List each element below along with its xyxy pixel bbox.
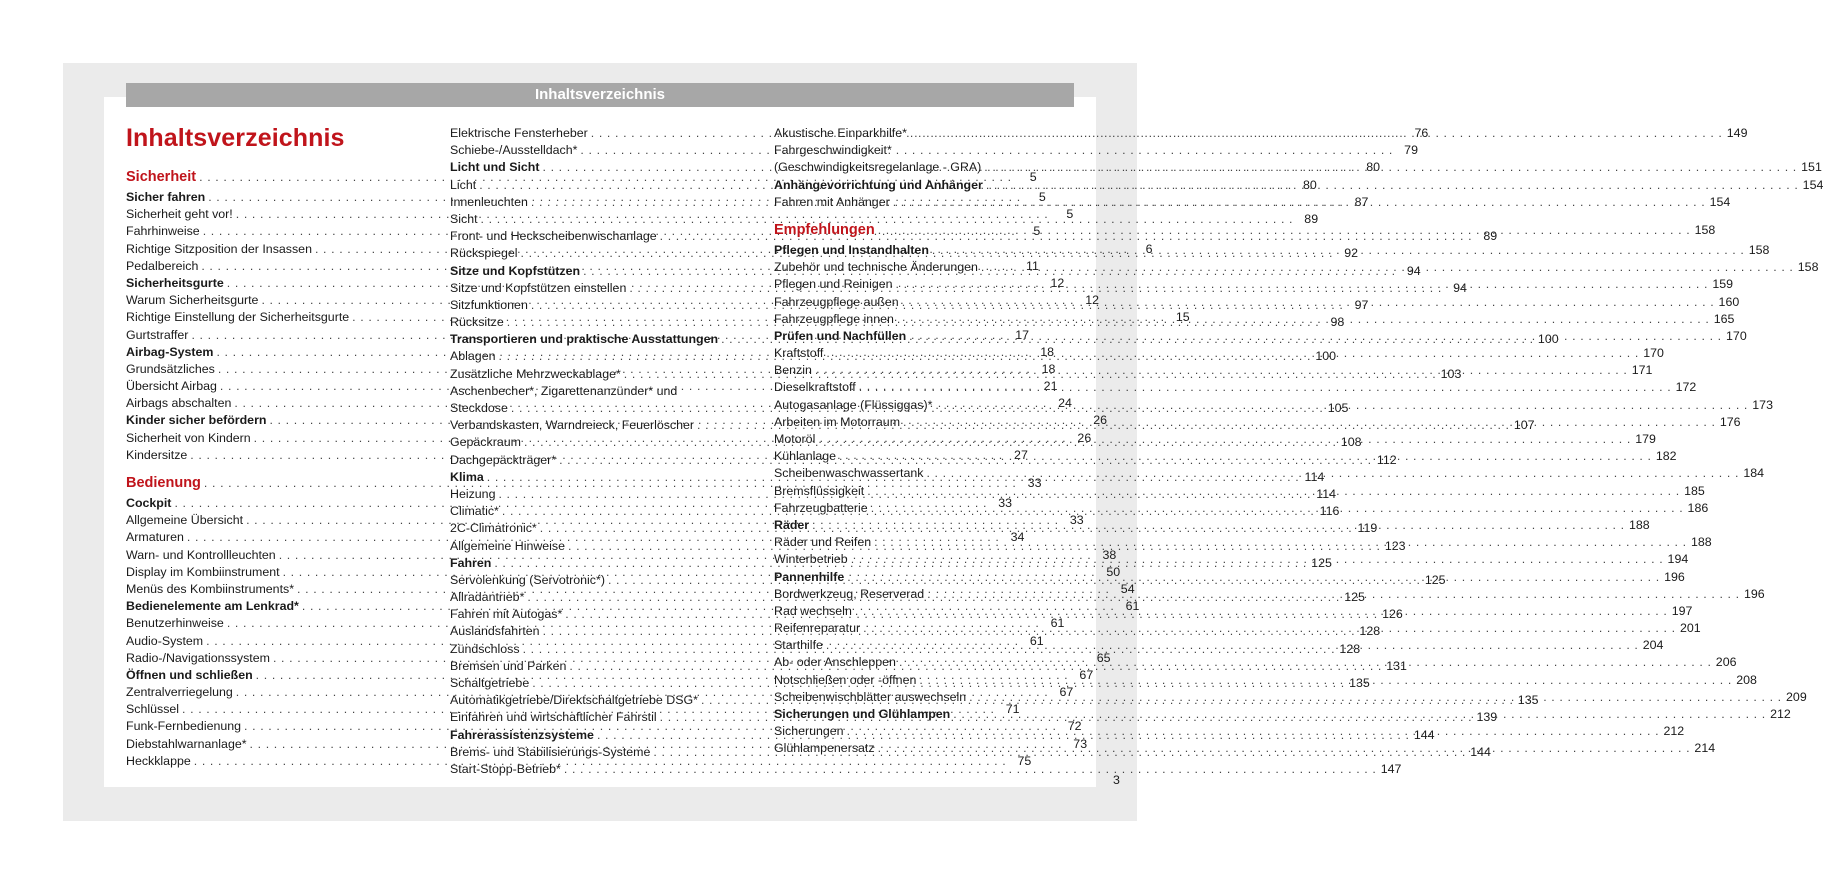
toc-entry-title: Warum Sicherheitsgurte [126, 293, 259, 308]
toc-entry-page: 125 [1311, 555, 1332, 570]
toc-entry-title: Fahren mit Autogas* [450, 607, 563, 622]
toc-entry-page: 26 [1077, 430, 1092, 445]
dot-leader [893, 276, 1712, 293]
dot-leader [844, 569, 1663, 586]
toc-entry-title: Brems- und Stabilisierungs-Systeme [450, 744, 651, 759]
toc-entry-title: Gurtstraffer [126, 327, 189, 342]
toc-entry-title: Arbeiten im Motorraum [774, 414, 901, 429]
toc-entry-title-line: Steckdose [450, 401, 508, 416]
toc-entry-page: 98 [1330, 315, 1345, 330]
toc-entry-page: 212 [1663, 724, 1685, 739]
toc-entry-title: Gepäckraum [450, 435, 521, 450]
toc-entry-title: Reifenreparatur [774, 621, 861, 636]
toc-entry-title: Automatikgetriebe/Direktschaltgetriebe DSG* [450, 693, 698, 708]
toc-entry-page: 76 [1414, 126, 1429, 140]
toc-entry-page: 38 [1102, 547, 1117, 562]
dot-leader [809, 517, 1628, 534]
toc-entry-page: 197 [1671, 603, 1693, 618]
toc-entry-page: 65 [1096, 650, 1111, 665]
toc-entry-page: 107 [1513, 418, 1535, 433]
toc-entry-page: 126 [1382, 607, 1403, 622]
toc-entry-page: 80 [1366, 160, 1381, 175]
toc-entry-page: 154 [1709, 194, 1731, 209]
toc-entry-title: Richtige Einstellung der Sicherheitsgurte [126, 310, 350, 325]
toc-entry-title: Sicher fahren [126, 190, 206, 204]
toc-entry-page: 204 [1642, 638, 1664, 653]
toc-entry-title: Ab- oder Anschleppen [774, 655, 896, 670]
toc-entry-page: 212 [1770, 707, 1791, 722]
toc-entry-page: 188 [1628, 517, 1650, 532]
page-number: 3 [1113, 773, 1120, 787]
toc-entry-title-line: (Geschwindigkeitsregelanlage - GRA) [774, 160, 982, 175]
toc-entry-page: 125 [1344, 590, 1365, 605]
toc-entry-title: Radio-/Navigationssystem [126, 650, 270, 665]
toc-entry-page: 5 [1066, 207, 1074, 222]
toc-entry-title: Fahren mit Anhänger [774, 194, 890, 209]
dot-leader [916, 672, 1735, 689]
toc-entry-page: 103 [1440, 366, 1462, 381]
toc-entry-title: Ablagen [450, 349, 496, 364]
dot-leader [966, 689, 1785, 706]
toc-entry-title-line: Aschenbecher*, Zigarettenanzünder* und [450, 383, 678, 398]
toc-entry[interactable] [774, 379, 1697, 396]
dot-leader [924, 586, 1743, 603]
toc-entry-page: 173 [1752, 397, 1773, 412]
toc-entry-title: Empfehlungen [774, 221, 875, 238]
toc-entry-page: 15 [1175, 310, 1190, 325]
toc-entry-page: 170 [1643, 346, 1664, 361]
toc-entry-title: Kraftstoff [774, 346, 824, 361]
toc-entry-title: Cockpit [126, 496, 172, 510]
toc-entry-page: 12 [1050, 275, 1065, 290]
dot-leader [932, 397, 1751, 414]
toc-entry-title: Allradantrieb* [450, 590, 525, 605]
dot-leader [848, 551, 1667, 568]
toc-entry-title: Glühlampenersatz [774, 741, 875, 756]
toc-entry-page: 139 [1476, 710, 1498, 725]
toc-entry-page: 89 [1304, 211, 1319, 226]
toc-entry-page: 135 [1349, 676, 1370, 691]
toc-entry-title: Licht [450, 177, 477, 192]
dot-leader [823, 637, 1642, 654]
toc-entry-page: 209 [1786, 689, 1807, 704]
toc-entry-page: 33 [998, 496, 1012, 510]
header-bar: Inhaltsverzeichnis [126, 83, 1074, 107]
toc-entry-page: 135 [1517, 693, 1539, 708]
toc-entry-title: Fahrzeugbatterie [774, 500, 868, 515]
dot-leader [815, 431, 1634, 448]
toc-entry-title: Motoröl [774, 432, 816, 447]
toc-entry-page: 71 [1005, 702, 1020, 717]
toc-entry-page: 201 [1679, 621, 1701, 636]
toc-entry-title: Klima [450, 469, 484, 484]
dot-leader [923, 465, 1742, 482]
toc-entry-page: 80 [1302, 177, 1317, 192]
dot-leader [978, 259, 1797, 276]
dot-leader [890, 194, 1709, 211]
toc-entry-title: Pannenhilfe [774, 569, 845, 584]
toc-entry[interactable] [450, 211, 1319, 228]
toc-entry-title: Fahrzeugpflege innen [774, 311, 894, 326]
toc-entry-page: 21 [1043, 379, 1058, 394]
toc-entry-title-line: Fahrgeschwindigkeit* [774, 143, 892, 158]
toc-entry-title: Fahrhinweise [126, 224, 200, 239]
toc-entry-title: Heckklappe [126, 753, 191, 768]
toc-entry-title: Kinder sicher befördern [126, 413, 267, 428]
toc-entry-title: Sitze und Kopfstützen [450, 263, 581, 278]
toc-entry-page: 158 [1694, 222, 1716, 237]
toc-entry-title: Verbandskasten, Warndreieck, Feuerlöscher [450, 418, 695, 433]
dot-leader [823, 345, 1642, 362]
toc-entry-title: Audio-System [126, 633, 204, 648]
toc-entry-title: Scheibenwischblätter auswechseln [774, 689, 967, 704]
dot-leader [812, 362, 1631, 379]
toc-entry-page: 92 [1344, 246, 1359, 261]
toc-entry-page: 154 [1802, 177, 1823, 192]
toc-entry-page: 128 [1359, 624, 1381, 639]
toc-entry-title: Sicherheit [126, 169, 197, 185]
toc-entry-page: 75 [1017, 753, 1032, 768]
toc-entry[interactable] [450, 761, 1402, 778]
toc-entry-title: Sicherungen [774, 724, 844, 739]
toc-entry-page: 170 [1726, 328, 1747, 343]
toc-entry-title: Funk-Fernbedienung [126, 719, 242, 734]
toc-entry-page: 196 [1664, 569, 1685, 584]
toc-entry-title: Richtige Sitzposition der Insassen [126, 241, 312, 256]
toc-entry-page: 72 [1067, 719, 1082, 734]
toc-entry-title: Prüfen und Nachfüllen [774, 328, 907, 343]
toc-entry-title: Bremsen und Parken [450, 658, 567, 673]
toc-entry-title: Servolenkung (Servotronic*) [450, 572, 605, 587]
toc-entry-page: 188 [1690, 535, 1712, 550]
toc-entry-title: Bordwerkzeug, Reserverad [774, 586, 925, 601]
toc-entry-page: 182 [1655, 449, 1677, 464]
dot-leader [561, 761, 1380, 778]
toc-entry-page: 97 [1354, 297, 1369, 312]
toc-entry-page: 6 [1145, 241, 1153, 256]
toc-entry-title: Airbag-System [126, 344, 214, 359]
toc-entry-title: Display im Kombiinstrument [126, 564, 280, 579]
toc-entry-title: Airbags abschalten [126, 396, 232, 411]
toc-entry-title: Fahrzeugpflege außen [774, 294, 899, 309]
toc-entry-page: 171 [1631, 363, 1653, 378]
toc-entry-title: Kühlanlage [774, 449, 837, 464]
toc-entry-page: 116 [1319, 504, 1340, 519]
toc-entry-page: 50 [1106, 564, 1121, 579]
toc-entry-title: Sitze und Kopfstützen einstellen [450, 280, 627, 295]
dot-leader [950, 706, 1769, 723]
toc-entry-title: Warn- und Kontrollleuchten [126, 547, 276, 562]
toc-entry-page: 128 [1339, 641, 1361, 656]
toc-entry-page: 206 [1715, 655, 1737, 670]
toc-entry-page: 33 [1069, 513, 1084, 528]
dot-leader [983, 177, 1802, 194]
toc-entry-title: Fahrerassistenzsysteme [450, 727, 594, 742]
toc-entry-page: 160 [1718, 294, 1740, 309]
toc-entry-title: Heizung [450, 486, 496, 501]
toc-entry-page: 165 [1713, 311, 1735, 326]
toc-entry-page: 94 [1406, 263, 1421, 278]
toc-entry-page: 119 [1357, 521, 1378, 536]
dot-leader [906, 328, 1725, 345]
toc-entry-title: Transportieren und praktische Ausstattungen [450, 332, 719, 347]
toc-entry-title: Innenleuchten [450, 194, 528, 209]
toc-entry-title: Autogasanlage (Flüssiggas)* [774, 397, 933, 412]
toc-entry-title: Akustische Einparkhilfe* [774, 126, 907, 140]
toc-entry-title: Pflegen und Instandhalten [774, 242, 929, 257]
dot-leader [852, 603, 1671, 620]
toc-entry-page: 61 [1029, 633, 1044, 648]
toc-entry-title [774, 142, 1822, 176]
toc-entry-title: Sitzfunktionen [450, 297, 528, 312]
dot-leader [896, 654, 1715, 671]
dot-leader [836, 448, 1655, 465]
toc-entry-title: Kindersitze [126, 447, 188, 462]
toc-entry-page: 114 [1316, 486, 1337, 501]
toc-entry-page: 11 [1026, 258, 1039, 273]
toc-entry-title: Sicht [450, 211, 478, 226]
toc-entry-title: Elektrische Fensterheber [450, 126, 588, 140]
toc-entry-title: Notschließen oder -öffnen [774, 672, 917, 687]
toc-entry-page: 67 [1079, 667, 1094, 682]
toc-entry-title: Auslandsfahrten [450, 624, 540, 639]
toc-entry-title: Dieselkraftstoff [774, 380, 856, 395]
toc-entry-title: Pedalbereich [126, 258, 199, 273]
toc-entry-page: 147 [1380, 761, 1402, 776]
toc-entry-title: Öffnen und schließen [126, 667, 253, 682]
toc-entry-page: 159 [1712, 277, 1734, 292]
toc-entry-page: 12 [1085, 293, 1099, 308]
toc-entry-title: Armaturen [126, 530, 184, 545]
toc-entry-title: Fahren [450, 555, 492, 570]
dot-leader [875, 740, 1694, 757]
toc-entry-page: 158 [1748, 242, 1770, 257]
toc-entry-page: 5 [1038, 190, 1046, 204]
toc-entry-title: Sicherheitsgurte [126, 275, 224, 290]
toc-entry-title: Rückspiegel [450, 246, 518, 261]
dot-leader [856, 379, 1675, 396]
toc-entry-page: 144 [1413, 727, 1435, 742]
toc-entry-page: 172 [1675, 380, 1697, 395]
toc-entry-title: Scheibenwaschwassertank [774, 466, 924, 481]
toc-entry-title: Bedienung [126, 475, 201, 491]
toc-entry-title: Schlüssel [126, 702, 180, 717]
toc-entry-title: Benutzerhinweise [126, 616, 224, 631]
toc-entry-page: 33 [1027, 476, 1042, 490]
toc-entry-title: Rad wechseln [774, 603, 852, 618]
toc-entry-page: 114 [1304, 469, 1325, 484]
toc-entry-title: Menüs des Kombiinstruments* [126, 581, 295, 596]
toc-entry-title: Zubehör und technische Änderungen [774, 260, 978, 275]
toc-entry-title: Sicherheit geht vor! [126, 207, 233, 222]
toc-entry-title: Dachgepäckträger* [450, 452, 557, 467]
toc-entry-page: 67 [1059, 685, 1074, 700]
toc-entry-title: Starthilfe [774, 638, 823, 653]
toc-entry-page: 17 [1015, 327, 1029, 342]
toc-entry-page: 24 [1058, 396, 1072, 411]
toc-entry-page: 185 [1684, 483, 1705, 498]
dot-leader [981, 159, 1800, 176]
toc-entry-title: Sicherungen und Glühlampen [774, 707, 951, 722]
toc-entry-page: 73 [1073, 736, 1088, 751]
toc-entry-page: 61 [1125, 599, 1140, 614]
page-title: Inhaltsverzeichnis [126, 124, 345, 152]
toc-entry-page: 176 [1719, 414, 1741, 429]
toc-entry-page: 79 [1404, 143, 1418, 158]
toc-entry-title: Zusätzliche Mehrzweckablage* [450, 366, 621, 381]
toc-entry-page: 27 [1014, 447, 1028, 462]
toc-entry-page: 5 [1033, 224, 1041, 239]
toc-entry-page: 196 [1744, 586, 1765, 601]
toc-entry-title: Räder und Reifen [774, 535, 872, 550]
toc-entry-page: 89 [1483, 229, 1498, 244]
toc-entry-page: 112 [1376, 452, 1397, 467]
toc-entry-page: 34 [1010, 530, 1025, 545]
toc-entry-title: Grundsätzliches [126, 361, 215, 376]
toc-entry-title: Climatic* [450, 504, 499, 519]
toc-entry-page: 214 [1694, 741, 1716, 756]
dot-leader [871, 534, 1690, 551]
toc-entry-title: Einfahren und wirtschaftlicher Fahrstil [450, 710, 657, 725]
toc-entry-page: 208 [1736, 672, 1757, 687]
toc-entry-page: 26 [1093, 413, 1108, 428]
toc-entry-title: Rücksitze [450, 315, 504, 330]
toc-entry-title: Allgemeine Übersicht [126, 513, 244, 528]
toc-entry-title: Zündschloss [450, 641, 520, 656]
dot-leader [894, 311, 1713, 328]
toc-entry-title: Benzin [774, 363, 812, 378]
toc-entry-page: 94 [1453, 280, 1467, 295]
dot-leader [864, 483, 1683, 500]
toc-entry-page: 87 [1354, 194, 1369, 209]
toc-entry-title: Licht und Sicht [450, 160, 540, 175]
toc-entry-page: 100 [1315, 349, 1337, 364]
toc-entry-page: 5 [1029, 170, 1037, 184]
toc-entry-title: Allgemeine Hinweise [450, 538, 566, 553]
toc-entry-title: Sicherheit von Kindern [126, 430, 251, 445]
dot-leader [875, 219, 1694, 242]
toc-entry-title: Räder [774, 517, 810, 532]
toc-entry-title: Start-Stopp-Betrieb* [450, 761, 561, 776]
toc-entry-title: Zentralverriegelung [126, 685, 233, 700]
toc-entry-title: Schaltgetriebe [450, 676, 530, 691]
toc-entry-title: Übersicht Airbag [126, 379, 217, 394]
toc-entry-page: 184 [1743, 466, 1765, 481]
dot-leader [868, 500, 1687, 517]
toc-entry-page: 18 [1041, 361, 1056, 376]
toc-entry-page: 123 [1384, 538, 1406, 553]
toc-entry-page: 105 [1327, 401, 1349, 416]
toc-entry-page: 61 [1050, 616, 1065, 631]
dot-leader [900, 414, 1719, 431]
toc-entry-page: 144 [1470, 744, 1491, 759]
toc-entry-title: Bremsflüssigkeit [774, 483, 865, 498]
toc-entry-page: 158 [1797, 260, 1819, 275]
toc-entry-page: 186 [1687, 500, 1709, 515]
dot-leader [844, 723, 1663, 740]
toc-entry-page: 151 [1801, 160, 1822, 175]
toc-entry-title: Front- und Heckscheibenwischanlage [450, 229, 657, 244]
toc-entry-title: Bedienelemente am Lenkrad* [126, 599, 299, 614]
toc-entry-title: 2C-Climatronic* [450, 521, 537, 536]
toc-entry-page: 54 [1120, 581, 1135, 596]
toc-entry-page: 100 [1537, 332, 1559, 347]
dot-leader [860, 620, 1679, 637]
dot-leader [899, 294, 1718, 311]
toc-entry-page: 108 [1340, 435, 1362, 450]
toc-entry-page: 18 [1040, 344, 1054, 359]
toc-entry-title: Diebstahlwarnanlage* [126, 736, 247, 751]
toc-entry-title: Schiebe-/Ausstelldach* [450, 143, 578, 158]
toc-entry-page: 149 [1726, 126, 1748, 140]
toc-entry-page: 131 [1386, 658, 1407, 673]
toc-entry-title: Anhängevorrichtung und Anhänger [774, 177, 983, 192]
dot-leader [907, 125, 1726, 142]
toc-entry-title: Winterbetrieb [774, 552, 848, 567]
toc-entry-page: 179 [1635, 432, 1656, 447]
toc-entry-page: 125 [1424, 572, 1446, 587]
toc-entry-page: 194 [1667, 552, 1689, 567]
dot-leader [929, 242, 1748, 259]
toc-entry-title: Pflegen und Reinigen [774, 277, 893, 292]
